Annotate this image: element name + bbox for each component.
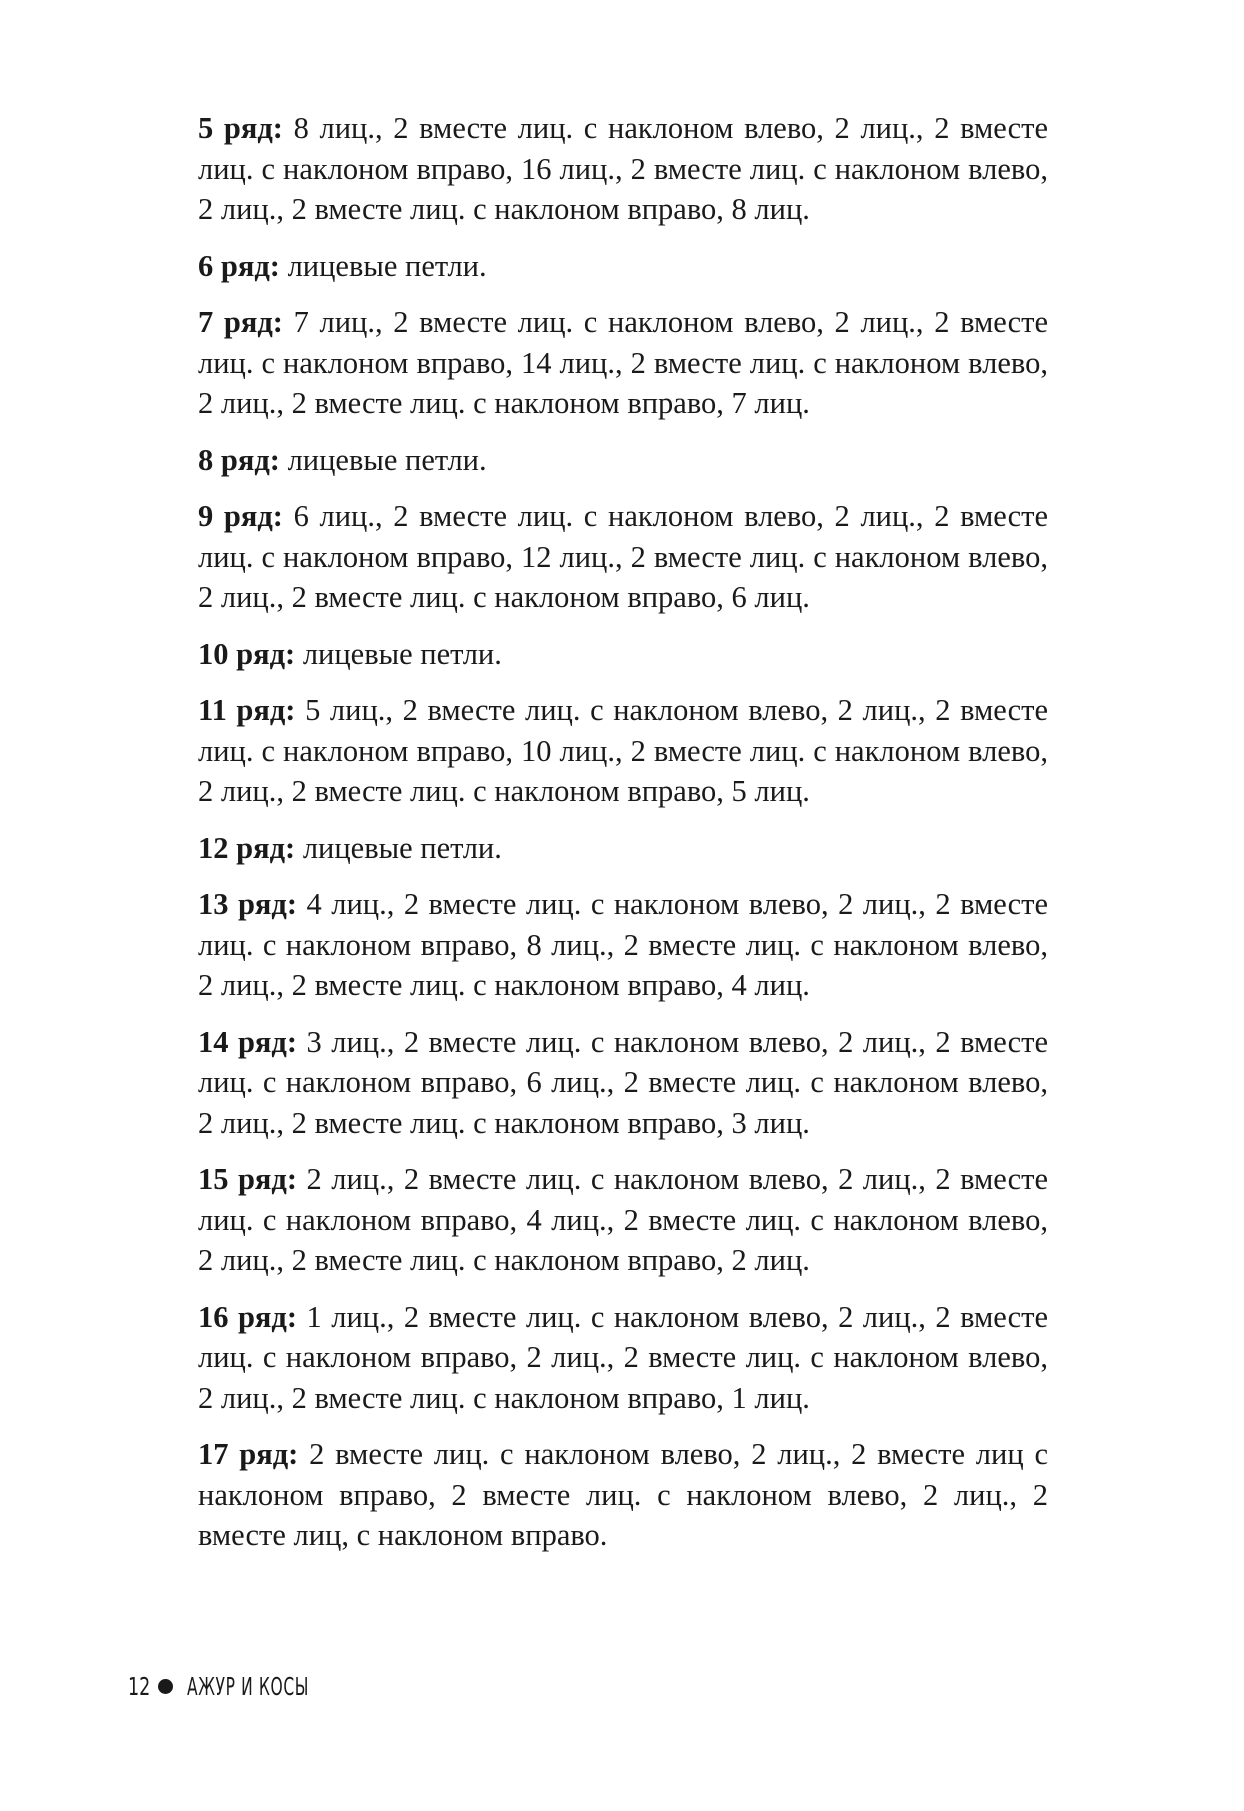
row-instruction — [198, 1022, 1048, 1144]
row-instruction — [198, 1297, 1048, 1419]
row-instruction — [198, 884, 1048, 1006]
row-instruction — [198, 1159, 1048, 1281]
row-instruction — [198, 496, 1048, 618]
row-label: 8 ряд: — [198, 442, 280, 477]
row-text: лицевые петли. — [295, 636, 502, 671]
row-label: 9 ряд: — [198, 499, 283, 533]
row-text: 2 вместе лиц. с наклоном влево, 2 лиц., 2 вместе лиц с наклоном вправо, 2 вместе лиц. с наклоном влево, 2 лиц., 2 вместе лиц, с наклоном вправо. — [198, 1437, 1048, 1552]
row-text: 2 лиц., 2 вместе лиц. с наклоном влево, 2 лиц., 2 вместе лиц. с наклоном вправо, 4 лиц., 2 вместе лиц. с наклоном влево, 2 лиц., 2 вместе лиц. с наклоном вправо, 2 лиц. — [198, 1162, 1048, 1277]
row-text: лицевые петли. — [279, 442, 487, 477]
row-label: 12 ряд: — [198, 830, 296, 865]
row-text: 6 лиц., 2 вместе лиц. с наклоном влево, 2 лиц., 2 вместе лиц. с наклоном вправо, 12 лиц., 2 вместе лиц. с наклоном влево, 2 лиц., 2 вместе лиц. с наклоном вправо, 6 лиц. — [198, 499, 1048, 614]
row-label: 5 ряд: — [198, 111, 283, 145]
row-text: лицевые петли. — [295, 830, 502, 865]
row-text: 1 лиц., 2 вместе лиц. с наклоном влево, 2 лиц., 2 вместе лиц. с наклоном вправо, 2 лиц., 2 вместе лиц. с наклоном влево, 2 лиц., 2 вместе лиц. с наклоном вправо, 1 лиц. — [198, 1299, 1048, 1415]
row-label: 16 ряд: — [198, 1299, 298, 1334]
row-instruction — [198, 634, 1048, 675]
row-instruction — [198, 246, 1048, 287]
row-label: 15 ряд: — [198, 1162, 298, 1196]
row-label: 7 ряд: — [198, 305, 283, 339]
row-label: 13 ряд: — [198, 887, 298, 921]
page-footer — [128, 1672, 384, 1701]
row-text: 8 лиц., 2 вместе лиц. с наклоном влево, 2 лиц., 2 вместе лиц. с наклоном вправо, 16 лиц., 2 вместе лиц. с наклоном влево, 2 лиц., 2 вместе лиц. с наклоном вправо, 8 лиц. — [198, 111, 1048, 226]
row-label: 17 ряд: — [198, 1437, 299, 1471]
page-body — [198, 108, 1048, 1572]
row-instruction — [198, 690, 1048, 812]
row-label: 6 ряд: — [198, 248, 280, 283]
row-label: 14 ряд: — [198, 1024, 298, 1059]
row-instruction — [198, 108, 1048, 230]
row-instruction — [198, 302, 1048, 424]
row-text: 4 лиц., 2 вместе лиц. с наклоном влево, 2 лиц., 2 вместе лиц. с наклоном вправо, 8 лиц., 2 вместе лиц. с наклоном влево, 2 лиц., 2 вместе лиц. с наклоном вправо, 4 лиц. — [198, 887, 1048, 1002]
bullet-icon — [158, 1679, 173, 1694]
row-instruction — [198, 828, 1048, 869]
page-number: 12 — [128, 1672, 151, 1701]
row-text: 3 лиц., 2 вместе лиц. с наклоном влево, 2 лиц., 2 вместе лиц. с наклоном вправо, 6 лиц., 2 вместе лиц. с наклоном влево, 2 лиц., 2 вместе лиц. с наклоном вправо, 3 лиц. — [198, 1024, 1048, 1140]
row-instruction — [198, 440, 1048, 481]
row-label: 10 ряд: — [198, 636, 296, 671]
row-text: лицевые петли. — [279, 248, 487, 283]
row-text: 7 лиц., 2 вместе лиц. с наклоном влево, 2 лиц., 2 вместе лиц. с наклоном вправо, 14 лиц., 2 вместе лиц. с наклоном влево, 2 лиц., 2 вместе лиц. с наклоном вправо, 7 лиц. — [198, 305, 1048, 420]
book-title: АЖУР И КОСЫ — [187, 1672, 310, 1701]
row-instruction — [198, 1434, 1048, 1556]
row-text: 5 лиц., 2 вместе лиц. с наклоном влево, 2 лиц., 2 вместе лиц. с наклоном вправо, 10 лиц., 2 вместе лиц. с наклоном влево, 2 лиц., 2 вместе лиц. с наклоном вправо, 5 лиц. — [198, 693, 1048, 808]
row-label: 11 ряд: — [198, 693, 296, 727]
